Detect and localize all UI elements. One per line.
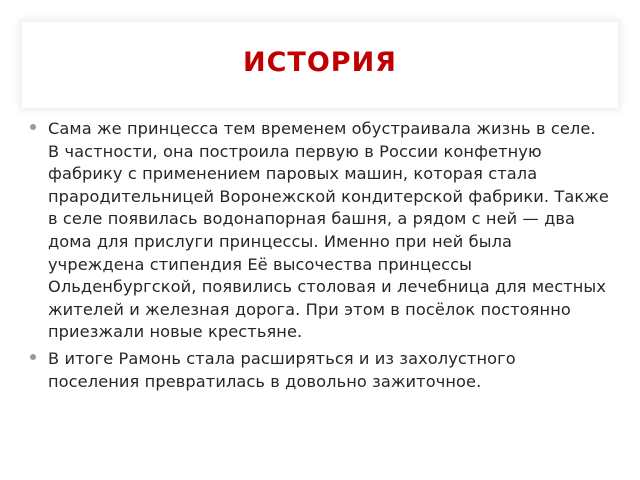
bullet-dot-icon	[30, 124, 36, 130]
bullet-text: Сама же принцесса тем временем обустраивала жизнь в селе. В частности, она построила первую в России конфетную фабрику с применением паровых машин, которая стала прародительницей Воронежской кондитерской фабрики. Также в селе появилась водонапорная башня, а рядом с ней — два дома для прислуги принцессы. Именно при ней была учреждена стипендия Её высочества принцессы Ольденбургской, появились столовая и лечебница для местных жителей и железная дорога. При этом в посёлок постоянно приезжали новые крестьяне.	[48, 119, 609, 342]
bullet-dot-icon	[30, 354, 36, 360]
title-box	[22, 22, 618, 108]
slide-title: ИСТОРИЯ	[243, 46, 397, 78]
bullet-item	[30, 348, 610, 393]
bullet-list	[30, 118, 610, 397]
bullet-text: В итоге Рамонь стала расширяться и из захолустного поселения превратилась в довольно зажиточное.	[48, 348, 516, 391]
bullet-item	[30, 118, 610, 344]
